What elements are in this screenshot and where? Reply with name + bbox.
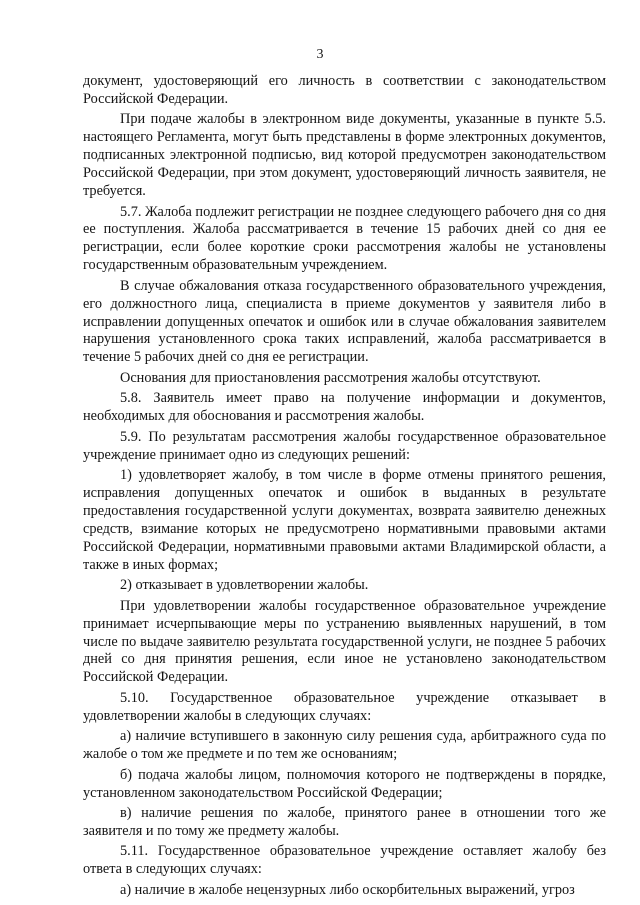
list-item-prior-decision: в) наличие решения по жалобе, принятого ранее в отношении того же заявителя и по тому же предмету жалобы. <box>83 805 606 839</box>
list-item-obscene-language: а) наличие в жалобе нецензурных либо оскорбительных выражений, угроз <box>120 881 575 898</box>
list-item-satisfy-complaint: 1) удовлетворяет жалобу, в том числе в форме отмены принятого решения, исправления допущенных опечаток и ошибок в выданных в результате предоставления государственной услуги документах, возврата заявителю денежных средств, взимание которых не предусмотрено нормативными правовыми актами Российской Федерации, нормативными правовыми актами Владимирской области, а также в иных формах; <box>83 467 606 573</box>
list-item-refuse-complaint: 2) отказывает в удовлетворении жалобы. <box>120 577 369 594</box>
paragraph-5-11-no-response-cases: 5.11. Государственное образовательное учреждение оставляет жалобу без ответа в следующих случаях: <box>83 843 606 878</box>
paragraph-5-8-right-to-information: 5.8. Заявитель имеет право на получение информации и документов, необходимых для обоснования и рассмотрения жалобы. <box>83 390 606 425</box>
paragraph-identity-document: документ, удостоверяющий его личность в соответствии с законодательством Российской Федерации. <box>83 73 606 107</box>
paragraph-electronic-submission: При подаче жалобы в электронном виде документы, указанные в пункте 5.5. настоящего Регламента, могут быть представлены в форме электронных документов, подписанных электронной подписью, вид которой предусмотрен законодательством Российской Федерации, при этом документ, удостоверяющий личность заявителя, не требуется. <box>83 111 606 200</box>
paragraph-remediation-measures: При удовлетворении жалобы государственное образовательное учреждение принимает исчерпывающие меры по устранению выявленных нарушений, в том числе по выдаче заявителю результата государственной услуги, не позднее 5 рабочих дней со дня принятия решения, если иное не установлено законодательством Российской Федерации. <box>83 597 606 686</box>
paragraph-5-9-decisions: 5.9. По результатам рассмотрения жалобы государственное образовательное учреждение принимает одно из следующих решений: <box>83 428 606 463</box>
paragraph-refusal-appeal: В случае обжалования отказа государственного образовательного учреждения, его должностного лица, специалиста в приеме документов у заявителя либо в исправлении допущенных опечаток и ошибок или в случае обжалования заявителем нарушения установленного срока таких исправлений, жалоба рассматривается в течение 5 рабочих дней со дня ее регистрации. <box>83 277 606 366</box>
list-item-unconfirmed-authority: б) подача жалобы лицом, полномочия которого не подтверждены в порядке, установленном законодательством Российской Федерации; <box>83 766 606 801</box>
list-item-court-decision: а) наличие вступившего в законную силу решения суда, арбитражного суда по жалобе о том же предмете и по тем же основаниям; <box>83 728 606 763</box>
paragraph-no-suspension: Основания для приостановления рассмотрения жалобы отсутствуют. <box>120 369 541 386</box>
paragraph-5-7-registration: 5.7. Жалоба подлежит регистрации не позднее следующего рабочего дня со дня ее поступления. Жалоба рассматривается в течение 15 рабочих дней со дня ее регистрации, если более короткие сроки рассмотрения жалобы не установлены государственным образовательным учреждением. <box>83 203 606 274</box>
document-body <box>83 73 606 900</box>
page-number: 3 <box>316 47 324 62</box>
paragraph-5-10-refusal-cases: 5.10. Государственное образовательное учреждение отказывает в удовлетворении жалобы в следующих случаях: <box>83 689 606 724</box>
